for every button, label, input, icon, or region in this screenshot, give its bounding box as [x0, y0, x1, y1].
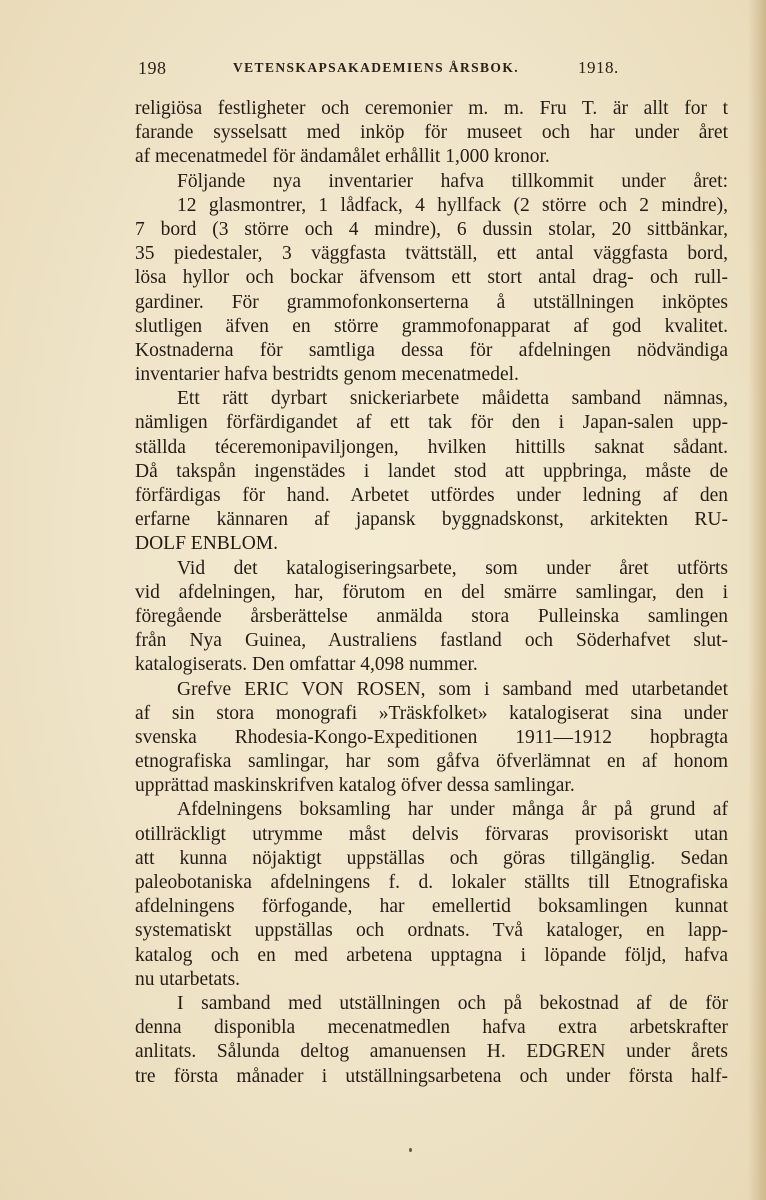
text-line: vid afdelningen, har, förutom en del smärre samlingar, den i — [135, 581, 728, 603]
text-line: lösa hyllor och bockar äfvensom ett stort antal drag- och rull- — [135, 267, 728, 289]
text-line: slutligen äfven en större grammofonapparat af god kvalitet. — [135, 315, 728, 337]
text-line: inventarier hafva bestridts genom mecenatmedel. — [135, 364, 519, 386]
text-line: att kunna nöjaktigt uppställas och göras tillgänglig. Sedan — [135, 847, 728, 869]
text-line: af sin stora monografi »Träskfolket» katalogiserat sina under — [135, 702, 728, 724]
text-line: förfärdigas för hand. Arbetet utfördes under ledning af den — [135, 485, 728, 506]
text-line: Kostnaderna för samtliga dessa för afdelningen nödvändiga — [135, 339, 728, 361]
text-line: tre första månader i utställningsarbetena och under första half- — [135, 1065, 728, 1087]
text-line: katalogiserats. Den omfattar 4,098 nummer. — [135, 654, 478, 676]
text-line: gardiner. För grammofonkonserterna å utställningen inköptes — [135, 291, 728, 313]
text-line: 35 piedestaler, 3 väggfasta tvättställ, ett antal väggfasta bord, — [135, 243, 728, 265]
text-line: Ett rätt dyrbart snickeriarbete måidetta samband nämnas, — [177, 388, 728, 410]
text-line: otillräckligt utrymme måst delvis förvaras provisoriskt utan — [135, 823, 728, 845]
body-text — [135, 97, 728, 1089]
text-line: farande sysselsatt med inköp för museet och har under året — [135, 122, 728, 144]
text-line: anlitats. Sålunda deltog amanuensen H. EDGREN under årets — [135, 1041, 728, 1063]
text-line: föregående årsberättelse anmälda stora Pulleinska samlingen — [135, 605, 728, 627]
text-line: katalog och en med arbetena upptagna i löpande följd, hafva — [135, 944, 728, 966]
text-line: etnografiska samlingar, har som gåfva öfverlämnat en af honom — [135, 751, 728, 773]
running-head-year: 1918. — [578, 58, 619, 77]
text-line: från Nya Guinea, Australiens fastland och Söderhafvet slut- — [135, 630, 728, 652]
text-line: Då takspån ingenstädes i landet stod att uppbringa, måste de — [135, 460, 728, 482]
text-line: systematiskt uppställas och ordnats. Två kataloger, en lapp- — [135, 920, 728, 942]
text-line: svenska Rhodesia-Kongo-Expeditionen 1911—1912 hopbragta — [135, 726, 728, 748]
text-line: religiösa festligheter och ceremonier m. m. Fru T. är allt for t — [135, 98, 728, 119]
running-head: VETENSKAPSAKADEMIENS ÅRSBOK. — [233, 60, 519, 75]
text-line: nämligen förfärdigandet af ett tak för den i Japan-salen upp- — [135, 412, 728, 434]
text-line: Grefve ERIC VON ROSEN, som i samband med utarbetandet — [177, 678, 728, 700]
text-line: erfarne kännaren af japansk byggnadskonst, arkitekten RU- — [135, 509, 728, 531]
text-line: I samband med utställningen och på bekostnad af de för — [177, 992, 728, 1014]
page-number: 198 — [138, 58, 167, 78]
text-line: afdelningens förfogande, har emellertid boksamlingen kunnat — [135, 896, 728, 918]
text-line: upprättad maskinskrifven katalog öfver dessa samlingar. — [135, 775, 575, 797]
text-line: denna disponibla mecenatmedlen hafva extra arbetskrafter — [135, 1017, 728, 1039]
text-line: ställda téceremonipaviljongen, hvilken hittills saknat sådant. — [135, 436, 728, 458]
text-line: Afdelningens boksamling har under många år på grund af — [177, 799, 728, 821]
text-line: nu utarbetats. — [135, 968, 241, 990]
text-line: paleobotaniska afdelningens f. d. lokaler ställts till Etnografiska — [135, 872, 728, 893]
text-line: Vid det katalogiseringsarbete, som under året utförts — [177, 557, 728, 579]
text-line: 12 glasmontrer, 1 lådfack, 4 hyllfack (2 större och 2 mindre), — [177, 194, 728, 216]
page-header — [138, 58, 728, 84]
text-line: af mecenatmedel för ändamålet erhållit 1,000 kronor. — [135, 146, 550, 168]
paper-speck — [409, 1148, 412, 1152]
text-line: Följande nya inventarier hafva tillkommit under året: — [177, 170, 728, 192]
text-line: 7 bord (3 större och 4 mindre), 6 dussin stolar, 20 sittbänkar, — [135, 218, 728, 240]
text-line: DOLF ENBLOM. — [135, 533, 279, 555]
